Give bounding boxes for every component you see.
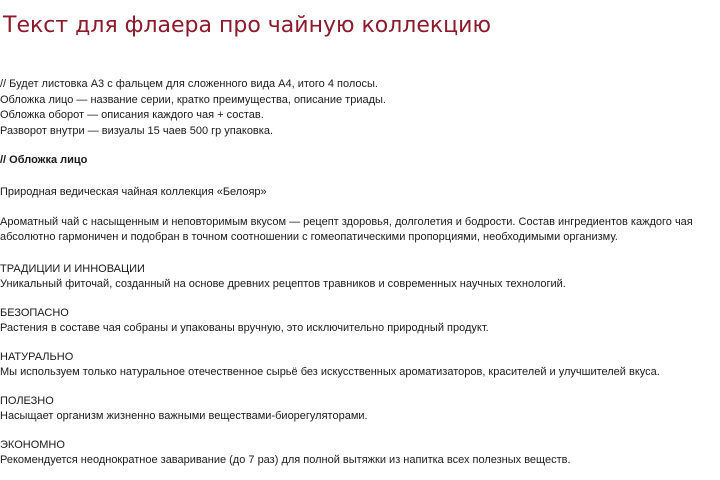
note-line: Разворот внутри — визуалы 15 чаев 500 гр упаковка. <box>0 124 274 137</box>
feature-title: ТРАДИЦИИ И ИННОВАЦИИ <box>0 263 145 275</box>
section-heading: // Обложка лицо <box>0 154 88 166</box>
note-line: Обложка лицо — название серии, кратко преимущества, описание триады. <box>0 93 386 106</box>
feature-item <box>0 393 720 424</box>
feature-item <box>0 437 720 468</box>
feature-list <box>0 261 720 468</box>
feature-title: ПОЛЕЗНО <box>0 395 54 407</box>
note-line: Обложка оборот — описания каждого чая + состав. <box>0 109 264 121</box>
feature-text: Мы используем только натуральное отечественное сырьё без искусственных ароматизаторов, красителей и улучшителей вкуса. <box>0 366 660 378</box>
feature-text: Рекомендуется неоднократное заваривание (до 7 раз) для полной вытяжки из напитка всех полезных веществ. <box>0 454 571 466</box>
intro-line: абсолютно гармоничен и подобран в точном соотношении с гомеопатическими пропорциями, необходимыми организму. <box>0 231 618 243</box>
note-line: // Будет листовка А3 с фальцем для сложенного вида А4, итого 4 полосы. <box>0 78 378 90</box>
page-title: Текст для флаера про чайную коллекцию <box>3 13 491 38</box>
feature-item <box>0 349 720 380</box>
feature-text: Насыщает организм жизненно важными веществами-биорегуляторами. <box>0 410 368 422</box>
feature-title: НАТУРАЛЬНО <box>0 351 74 363</box>
intro-line: Ароматный чай с насыщенным и неповторимым вкусом — рецепт здоровья, долголетия и бодрости. Состав ингредиентов каждого чая <box>0 216 693 228</box>
intro-paragraph <box>0 215 720 245</box>
layout-notes <box>0 77 720 139</box>
feature-item <box>0 305 720 336</box>
series-name: Природная ведическая чайная коллекция «Белояр» <box>0 186 267 198</box>
feature-title: ЭКОНОМНО <box>0 439 65 451</box>
feature-item <box>0 261 720 292</box>
feature-text: Уникальный фиточай, созданный на основе древних рецептов травников и современных научных технологий. <box>0 278 566 290</box>
feature-text: Растения в составе чая собраны и упакованы вручную, это исключительно природный продукт. <box>0 322 489 334</box>
feature-title: БЕЗОПАСНО <box>0 307 69 319</box>
document-body <box>0 77 720 468</box>
